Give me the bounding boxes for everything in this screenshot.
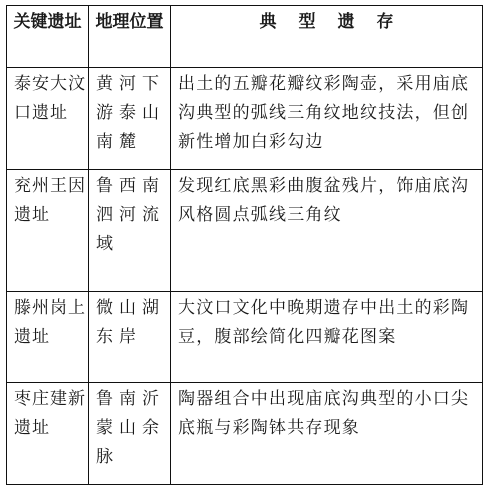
typical-remains-cell: 大汶口文化中晚期遗存中出土的彩陶豆，腹部绘简化四瓣花图案 [171,292,483,383]
site-name-cell: 枣庄建新遗址 [7,383,89,485]
table-row [7,170,483,292]
typical-remains-cell: 出土的五瓣花瓣纹彩陶壶，采用庙底沟典型的弧线三角纹地纹技法，但创新性增加白彩勾边 [171,68,483,170]
site-name-cell: 泰安大汶口遗址 [7,68,89,170]
geo-location-cell: 黄河下游泰山南麓 [89,68,171,170]
table-row [7,383,483,485]
header-key-site: 关键遗址 [7,6,89,68]
table-row [7,292,483,383]
geo-location-cell: 微山湖东岸 [89,292,171,383]
site-name-cell: 兖州王因遗址 [7,170,89,292]
typical-remains-cell: 陶器组合中出现庙底沟典型的小口尖底瓶与彩陶钵共存现象 [171,383,483,485]
header-typical-remains: 典型遗存 [171,6,483,68]
typical-remains-cell: 发现红底黑彩曲腹盆残片，饰庙底沟风格圆点弧线三角纹 [171,170,483,292]
geo-location-cell: 鲁西南泗河流域 [89,170,171,292]
table-header-row [7,6,483,68]
geo-location-cell: 鲁南沂蒙山余脉 [89,383,171,485]
archaeological-sites-table [6,5,483,485]
site-name-cell: 滕州岗上遗址 [7,292,89,383]
table-row [7,68,483,170]
header-geo-location: 地理位置 [89,6,171,68]
